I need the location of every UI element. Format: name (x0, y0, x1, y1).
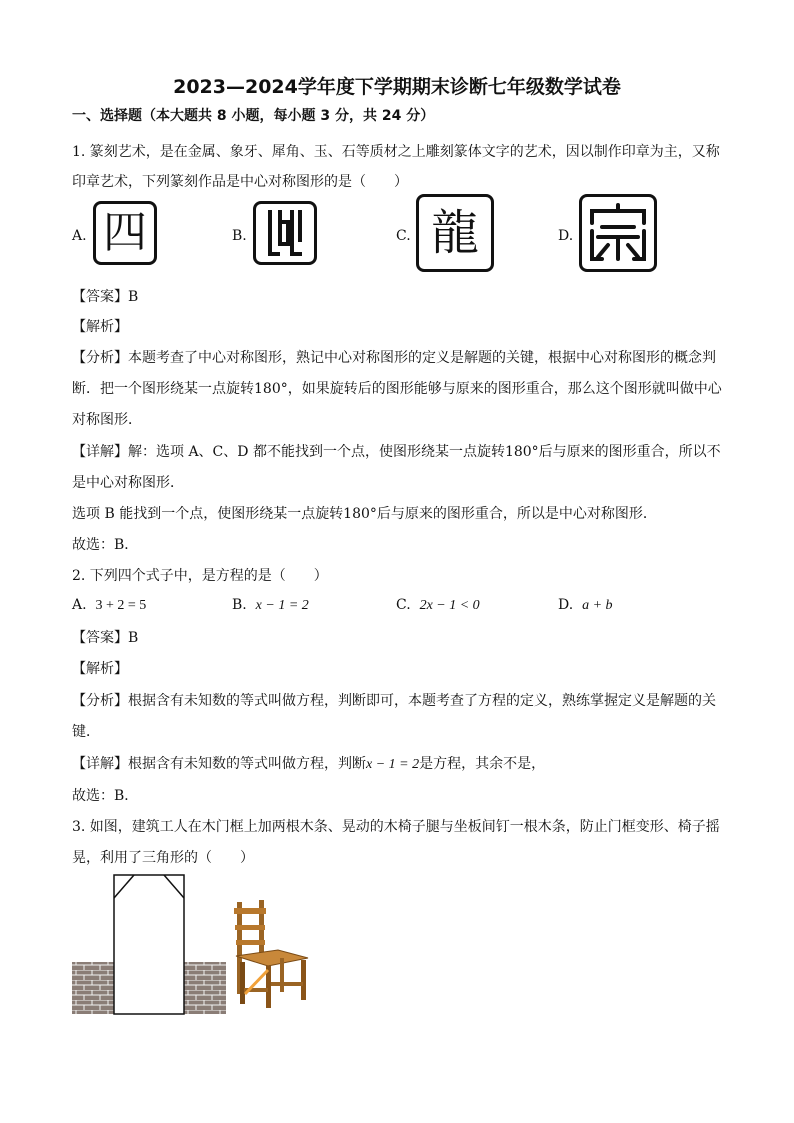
q1-xiangjie-line3: 选项 B 能找到一个点，使图形绕某一点旋转180°后与原来的图形重合，所以是中心对称图形． (72, 506, 657, 522)
q1-fenxi-line1 (72, 348, 722, 368)
q2-stem: 2. 下列四个式子中，是方程的是（ ） (72, 568, 328, 584)
q2-option-d[interactable] (558, 597, 613, 614)
answer-value: B (128, 630, 139, 646)
q2-option-a[interactable] (72, 597, 146, 614)
xiangjie-equation: x − 1 = 2 (366, 757, 420, 772)
q3-stem-line2: 晃，利用了三角形的（ ） (72, 850, 254, 866)
option-label: D. (558, 228, 574, 244)
q1-fenxi-line3: 对称图形． (72, 412, 142, 428)
wooden-chair (234, 900, 308, 1008)
seal-long-icon (416, 194, 494, 272)
q2-fenxi-line2: 键． (72, 724, 100, 740)
option-expression: 3 + 2 = 5 (95, 598, 147, 613)
option-label: A. (72, 597, 87, 613)
door-frame (114, 875, 184, 1014)
option-label: C. (396, 228, 411, 244)
fenxi-tag: 【分析】 (72, 693, 128, 709)
xiangjie-text: 解：选项 A、C、D 都不能找到一个点，使图形绕某一点旋转180°后与原来的图形重合，所以不 (128, 444, 721, 460)
q1-stem-line2: 印章艺术，下列篆刻作品是中心对称图形的是（ ） (72, 174, 408, 190)
xiangjie-tag: 【详解】 (72, 756, 128, 772)
q2-fenxi-line1 (72, 691, 722, 711)
q1-xiangjie-line2: 是中心对称图形． (72, 475, 184, 491)
option-expression: a + b (582, 598, 613, 613)
brick-wall-right (184, 962, 226, 1014)
seal-character: 龍 (430, 205, 479, 261)
q2-xiangjie (72, 754, 722, 775)
fenxi-text: 根据含有未知数的等式叫做方程，判断即可，本题考查了方程的定义，熟练掌握定义是解题的关 (128, 693, 716, 709)
option-label: B. (232, 228, 247, 244)
q1-fenxi-line2: 断．把一个图形绕某一点旋转180°，如果旋转后的图形能够与原来的图形重合，那么这个图形就叫做中心 (72, 381, 722, 397)
door-and-chair-illustration (72, 870, 322, 1020)
q2-option-b[interactable] (232, 597, 309, 614)
section-heading: 一、选择题（本大题共 8 小题，每小题 3 分，共 24 分） (72, 108, 435, 124)
seal-character: 四 (103, 207, 147, 258)
q2-analysis-tag: 【解析】 (72, 661, 128, 677)
answer-tag: 【答案】 (72, 630, 128, 646)
q2-option-c[interactable] (396, 597, 480, 614)
q1-xiangjie-line1 (72, 442, 722, 462)
answer-value: B (128, 289, 139, 305)
xiangjie-text: 根据含有未知数的等式叫做方程，判断 (128, 756, 366, 772)
seal-si-icon (93, 201, 157, 265)
option-label: C. (396, 597, 411, 613)
xiangjie-tag: 【详解】 (72, 444, 128, 460)
fenxi-text: 本题考查了中心对称图形，熟记中心对称图形的定义是解题的关键，根据中心对称图形的概念判 (128, 350, 716, 366)
seal-symmetric-icon (253, 201, 317, 265)
q1-options (72, 196, 722, 276)
option-expression: 2x − 1 < 0 (419, 598, 480, 613)
page-title: 2023—2024学年度下学期期末诊断七年级数学试卷 (173, 76, 621, 98)
brick-wall-left (72, 962, 114, 1014)
q1-choose: 故选：B． (72, 537, 139, 553)
seal-song-icon (579, 194, 657, 272)
answer-tag: 【答案】 (72, 289, 128, 305)
q1-stem-line1: 1. 篆刻艺术，是在金属、象牙、犀角、玉、石等质材之上雕刻篆体文字的艺术，因以制作印章为主，又称 (72, 144, 720, 160)
q2-options (72, 597, 722, 617)
fenxi-tag: 【分析】 (72, 350, 128, 366)
option-label: D. (558, 597, 574, 613)
q1-analysis-tag: 【解析】 (72, 319, 128, 335)
xiangjie-text-end: 是方程，其余不是， (419, 756, 546, 772)
option-label: B. (232, 597, 247, 613)
q3-stem-line1: 3. 如图，建筑工人在木门框上加两根木条、晃动的木椅子腿与坐板间钉一根木条，防止门框变形、椅子摇 (72, 819, 720, 835)
q3-figure (72, 870, 322, 1024)
q2-answer (72, 628, 722, 648)
option-label: A. (72, 228, 87, 244)
q2-choose: 故选：B． (72, 788, 139, 804)
option-expression: x − 1 = 2 (255, 598, 309, 613)
q1-answer (72, 287, 722, 307)
